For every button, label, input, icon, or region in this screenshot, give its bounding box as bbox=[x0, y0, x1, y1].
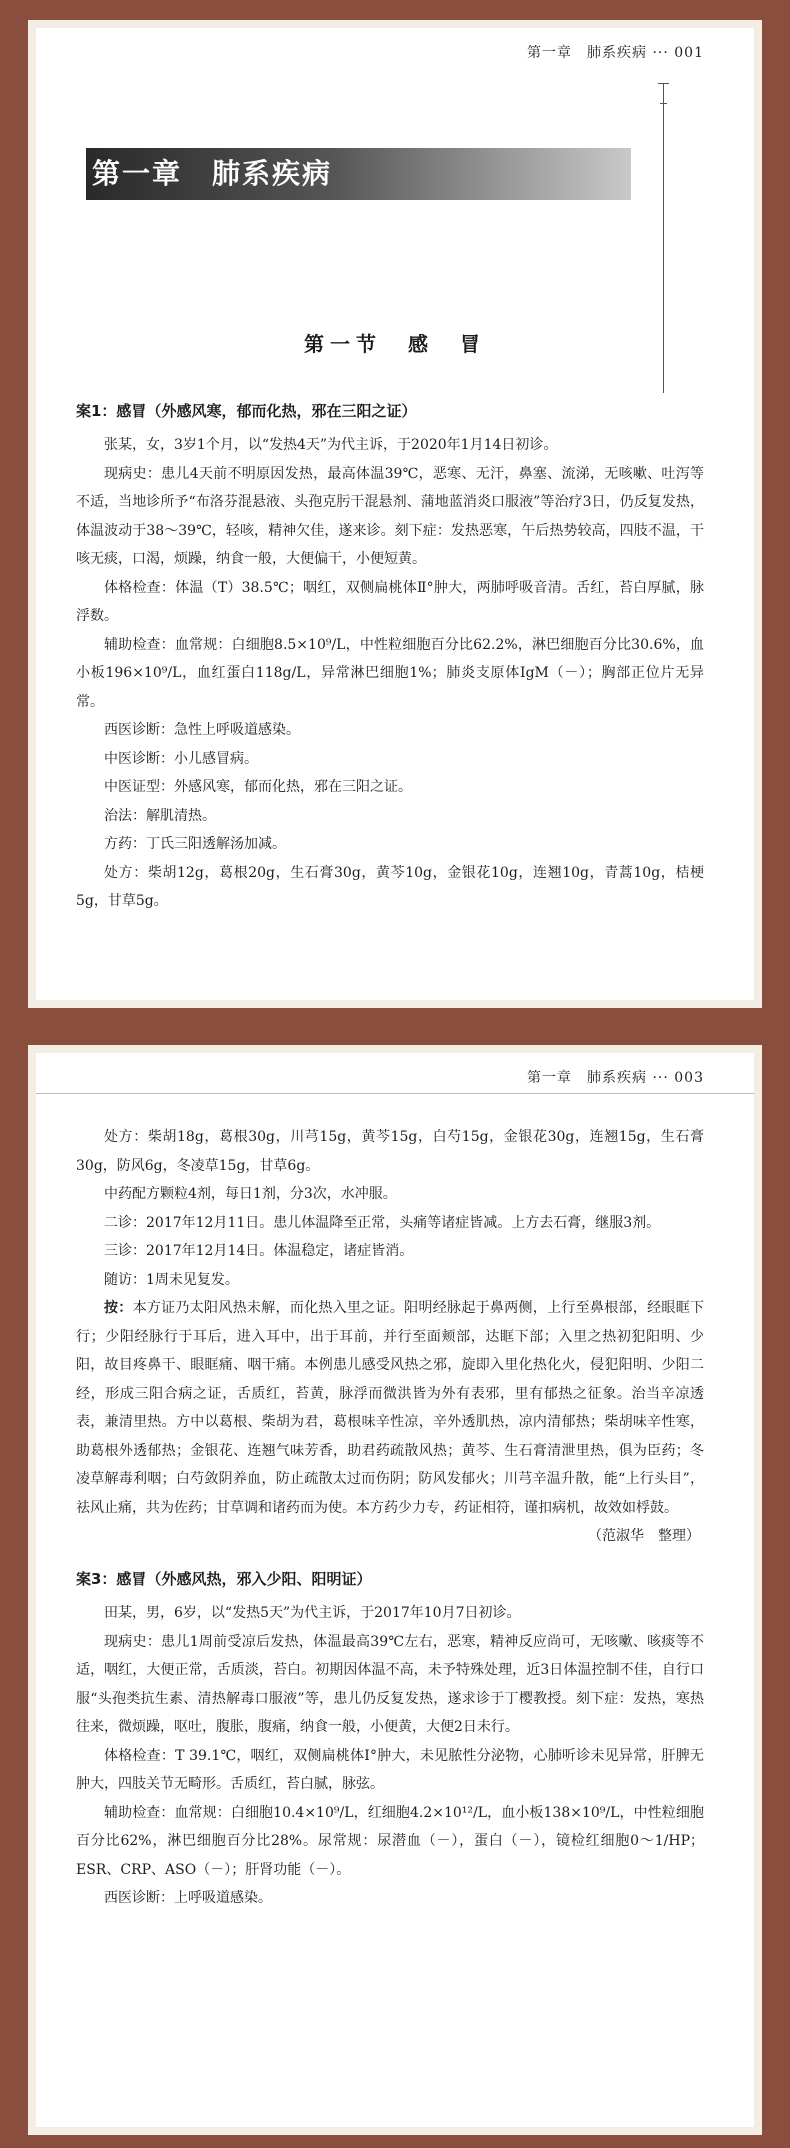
commentary-paragraph bbox=[76, 1294, 704, 1522]
page-2-body bbox=[76, 1123, 704, 1913]
page-1-body bbox=[76, 400, 704, 916]
paragraph: 随访：1周未见复发。 bbox=[104, 1271, 239, 1288]
paragraph: 西医诊断：急性上呼吸道感染。 bbox=[104, 722, 300, 738]
paragraph: 治法：解肌清热。 bbox=[104, 807, 216, 824]
paragraph: 中医证型：外感风寒，郁而化热，邪在三阳之证。 bbox=[104, 779, 412, 795]
paragraph: 体格检查：体温（T）38.5℃；咽红，双侧扁桃体Ⅱ°肿大，两肺呼吸音清。舌红，苔白厚腻，脉浮数。 bbox=[76, 579, 704, 624]
book-page-2 bbox=[36, 1053, 754, 2127]
paragraph: 辅助检查：血常规：白细胞8.5×10⁹/L，中性粒细胞百分比62.2%，淋巴细胞百分比30.6%，血小板196×10⁹/L，血红蛋白118g/L，异常淋巴细胞1%；肺炎支原体IgM（－）；胸部正位片无异常。 bbox=[76, 636, 704, 710]
chapter-title-banner: 第一章 肺系疾病 bbox=[86, 148, 631, 200]
running-head: 第一章 肺系疾病 ··· 001 bbox=[527, 45, 704, 61]
editor-signoff: （范淑华 整理） bbox=[588, 1528, 700, 1544]
paragraph: 现病史：患儿4天前不明原因发热，最高体温39℃，恶寒、无汗，鼻塞、流涕，无咳嗽、吐泻等不适，当地诊所予“布洛芬混悬液、头孢克肟干混悬剂、蒲地蓝消炎口服液”等治疗3日，仍反复发热，体温波动于38～39℃，轻咳，精神欠佳，遂来诊。刻下症：发热恶寒，午后热势较高，四肢不温，干咳无痰，口渴，烦躁，纳食一般，大便偏干，小便短黄。 bbox=[76, 465, 704, 567]
paragraph: 处方：柴胡12g，葛根20g，生石膏30g，黄芩10g，金银花10g，连翘10g，青蒿10g，桔梗5g，甘草5g。 bbox=[76, 864, 704, 909]
section-title: 第一节 感 冒 bbox=[304, 332, 486, 356]
page-frame-2 bbox=[28, 1045, 762, 2135]
commentary-text: 本方证乃太阳风热未解，而化热入里之证。阳明经脉起于鼻两侧，上行至鼻根部，经眼眶下行；少阳经脉行于耳后，进入耳中，出于耳前，并行至面颊部，达眶下部；入里之热初犯阳明、少阳，故目疼鼻干、眼眶痛、咽干痛。本例患儿感受风热之邪，旋即入里化热化火，侵犯阳明、少阳二经，形成三阳合病之证，舌质红，苔黄，脉浮而微洪皆为外有表邪，里有郁热之征象。治当辛凉透表，兼清里热。方中以葛根、柴胡为君，葛根味辛性凉，辛外透肌热，凉内清郁热；柴胡味辛性寒，助葛根外透郁热；金银花、连翘气味芳香，助君药疏散风热；黄芩、生石膏清泄里热，俱为臣药；冬凌草解毒利咽；白芍敛阴养血，防止疏散太过而伤阴；防风发郁火；川芎辛温升散，能“上行头目”，祛风止痛，共为佐药；甘草调和诸药而为使。本方药少力专，药证相符，谨扣病机，故效如桴鼓。 bbox=[76, 1300, 705, 1516]
paragraph: 辅助检查：血常规：白细胞10.4×10⁹/L，红细胞4.2×10¹²/L，血小板138×10⁹/L，中性粒细胞百分比62%，淋巴细胞百分比28%。尿常规：尿潜血（－），蛋白（－），镜检红细胞0～1/HP；ESR、CRP、ASO（－）；肝肾功能（－）。 bbox=[76, 1804, 704, 1878]
paragraph: 田某，男，6岁，以“发热5天”为代主诉，于2017年10月7日初诊。 bbox=[104, 1605, 521, 1621]
commentary-label: 按： bbox=[104, 1300, 133, 1316]
paragraph: 现病史：患儿1周前受凉后发热，体温最高39℃左右，恶寒，精神反应尚可，无咳嗽、咳痰等不适，咽红，大便正常，舌质淡，苔白。初期因体温不高，未予特殊处理，近3日体温控制不佳，自行口服“头孢类抗生素、清热解毒口服液”等，患儿仍反复发热，遂求诊于丁樱教授。刻下症：发热，寒热往来，微烦躁，呕吐，腹胀，腹痛，纳食一般，小便黄，大便2日未行。 bbox=[76, 1633, 704, 1735]
case-title: 案1：感冒（外感风寒，郁而化热，邪在三阳之证） bbox=[76, 402, 417, 420]
paragraph: 处方：柴胡18g，葛根30g，川芎15g，黄芩15g，白芍15g，金银花30g，连翘15g，生石膏30g，防风6g，冬凌草15g，甘草6g。 bbox=[76, 1129, 704, 1174]
paragraph: 西医诊断：上呼吸道感染。 bbox=[104, 1890, 272, 1906]
case-title: 案3：感冒（外感风热，邪入少阳、阳明证） bbox=[76, 1570, 372, 1588]
paragraph: 方药：丁氏三阳透解汤加减。 bbox=[104, 836, 286, 852]
paragraph: 二诊：2017年12月11日。患儿体温降至正常，头痛等诸症皆减。上方去石膏，继服3剂。 bbox=[104, 1214, 661, 1231]
paragraph: 中医诊断：小儿感冒病。 bbox=[104, 750, 258, 767]
paragraph: 张某，女，3岁1个月，以“发热4天”为代主诉，于2020年1月14日初诊。 bbox=[104, 437, 558, 453]
book-page-1 bbox=[36, 28, 754, 1000]
paragraph: 体格检查：T 39.1℃，咽红，双侧扁桃体Ⅰ°肿大，未见脓性分泌物，心肺听诊未见异常，肝脾无肿大，四肢关节无畸形。舌质红，苔白腻，脉弦。 bbox=[76, 1747, 704, 1792]
header-rule bbox=[36, 1093, 754, 1094]
paragraph: 三诊：2017年12月14日。体温稳定，诸症皆消。 bbox=[104, 1243, 414, 1259]
paragraph: 中药配方颗粒4剂，每日1剂，分3次，水冲服。 bbox=[104, 1186, 397, 1202]
page-frame-1 bbox=[28, 20, 762, 1008]
running-head: 第一章 肺系疾病 ··· 003 bbox=[527, 1070, 704, 1086]
